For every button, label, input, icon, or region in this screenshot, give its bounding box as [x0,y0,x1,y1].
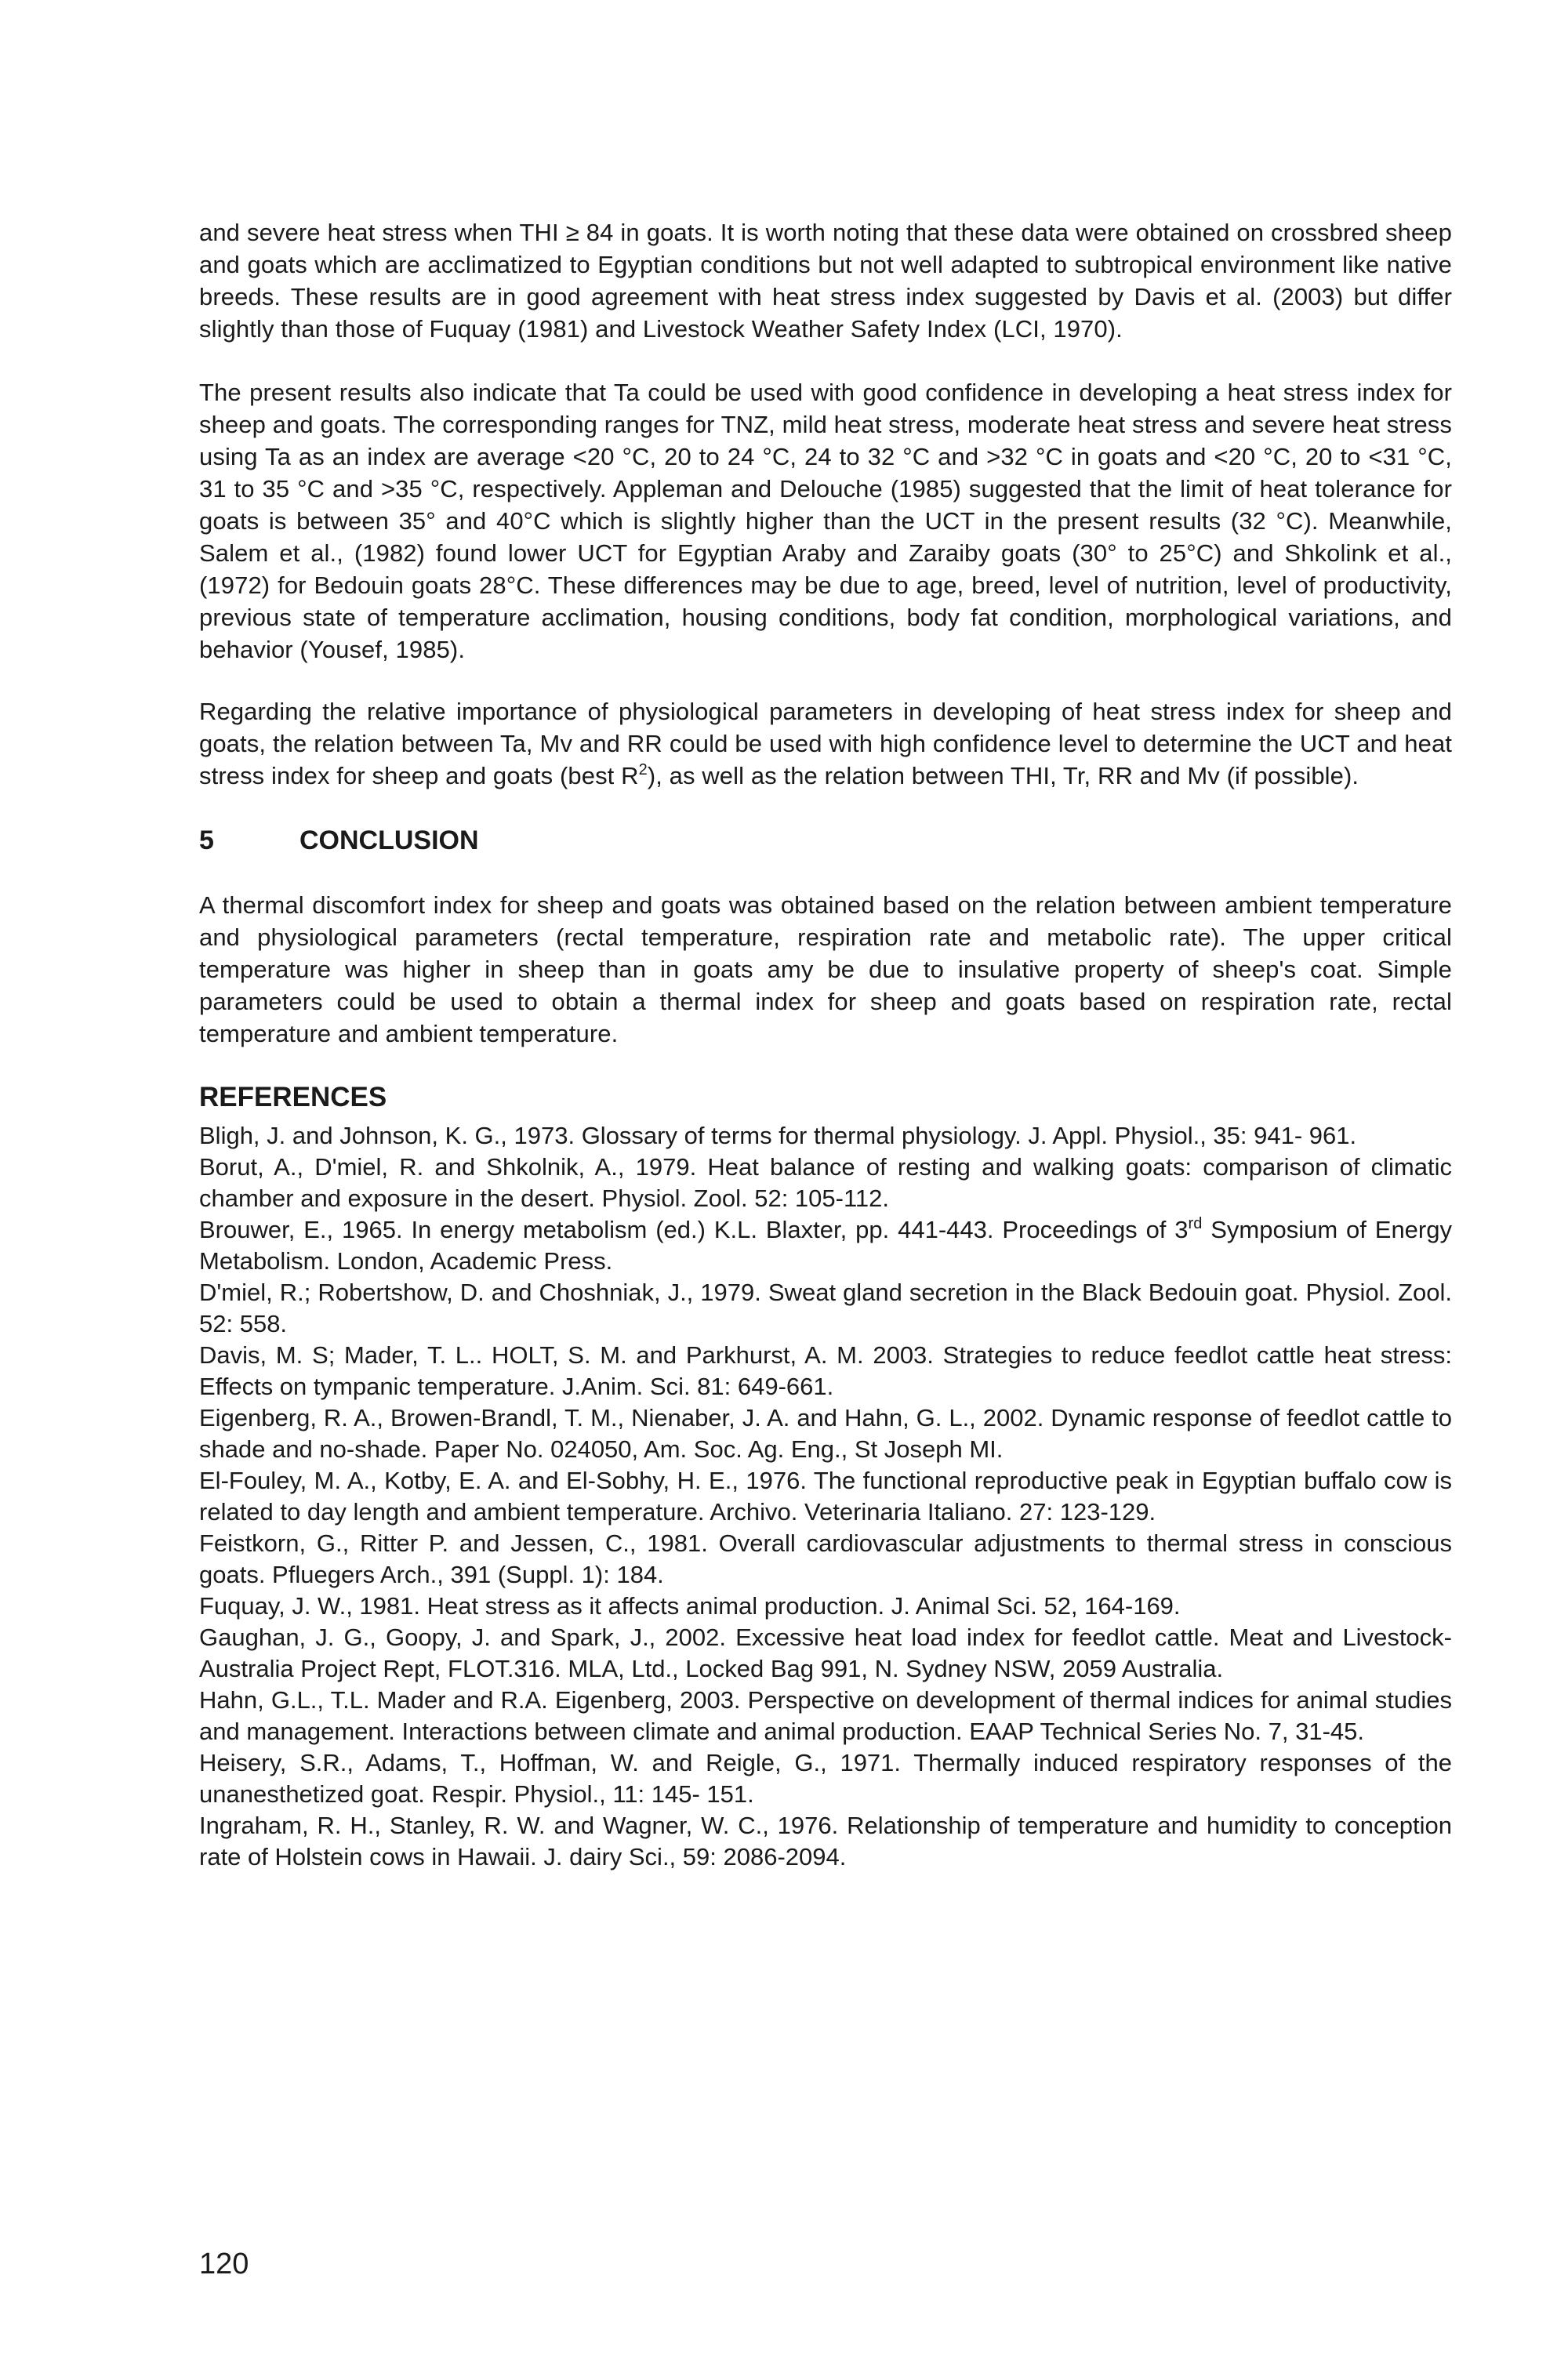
paragraph-thi-goats: and severe heat stress when THI ≥ 84 in goats. It is worth noting that these data were obtained on crossbred sheep and goats which are acclimatized to Egyptian conditions but not well adapted to subtropical environment like native breeds. These results are in good agreement with heat stress index suggested by Davis et al. (2003) but differ slightly than those of Fuquay (1981) and Livestock Weather Safety Index (LCI, 1970). [199,219,1452,343]
paragraph-conclusion: A thermal discomfort index for sheep and goats was obtained based on the relation between ambient temperature and physiological parameters (rectal temperature, respiration rate and metabolic rate). The upper critical temperature was higher in sheep than in goats amy be due to insulative property of sheep's coat. Simple parameters could be used to obtain a thermal index for sheep and goats based on respiration rate, rectal temperature and ambient temperature. [199,891,1452,1047]
reference-item: Davis, M. S; Mader, T. L.. HOLT, S. M. and Parkhurst, A. M. 2003. Strategies to reduce feedlot cattle heat stress: Effects on tympanic temperature. J.Anim. Sci. 81: 649-661. [199,1341,1452,1400]
section-title: CONCLUSION [299,825,479,855]
spacer [199,1050,1452,1079]
reference-item: Hahn, G.L., T.L. Mader and R.A. Eigenberg, 2003. Perspective on development of thermal indices for animal studies and management. Interactions between climate and animal production. EAAP Technical Series No. 7, 31-45. [199,1686,1452,1745]
superscript: rd [1188,1215,1203,1232]
spacer [199,345,1452,376]
references-heading: REFERENCES [199,1082,387,1112]
reference-item: Ingraham, R. H., Stanley, R. W. and Wagner, W. C., 1976. Relationship of temperature and humidity to conception rate of Holstein cows in Hawaii. J. dairy Sci., 59: 2086-2094. [199,1812,1452,1870]
reference-item [199,1214,1452,1277]
reference-item: Heisery, S.R., Adams, T., Hoffman, W. and Reigle, G., 1971. Thermally induced respiratory responses of the unanesthetized goat. Respir. Physiol., 11: 145- 151. [199,1749,1452,1808]
reference-item: Eigenberg, R. A., Browen-Brandl, T. M., Nienaber, J. A. and Hahn, G. L., 2002. Dynamic response of feedlot cattle to shade and no-shade. Paper No. 024050, Am. Soc. Ag. Eng., St Joseph MI. [199,1404,1452,1463]
reference-text-part: Brouwer, E., 1965. In energy metabolism (ed.) K.L. Blaxter, pp. 441-443. Proceedings of 3 [199,1216,1189,1243]
paragraph-ta-index: The present results also indicate that Ta could be used with good confidence in developing a heat stress index for sheep and goats. The corresponding ranges for TNZ, mild heat stress, moderate heat stress and severe heat stress using Ta as an index are average <20 °C, 20 to 24 °C, 24 to 32 °C and >32 °C in goats and <20 °C, 20 to <31 °C, 31 to 35 °C and >35 °C, respectively. Appleman and Delouche (1985) suggested that the limit of heat tolerance for goats is between 35° and 40°C which is slightly higher than the UCT in the present results (32 °C). Meanwhile, Salem et al., (1982) found lower UCT for Egyptian Araby and Zaraiby goats (30° to 25°C) and Shkolink et al., (1972) for Bedouin goats 28°C. These differences may be due to age, breed, level of nutrition, level of productivity, previous state of temperature acclimation, housing conditions, body fat condition, morphological variations, and behavior (Yousef, 1985). [199,379,1452,663]
page-content [199,216,1452,1873]
reference-item: Fuquay, J. W., 1981. Heat stress as it affects animal production. J. Animal Sci. 52, 164-169. [199,1592,1181,1620]
reference-item: Feistkorn, G., Ritter P. and Jessen, C., 1981. Overall cardiovascular adjustments to thermal stress in conscious goats. Pfluegers Arch., 391 (Suppl. 1): 184. [199,1529,1452,1588]
references-list [199,1120,1452,1873]
paragraph-text-part: Regarding the relative importance of physiological parameters in developing of heat stress index for sheep and goats, the relation between Ta, Mv and RR could be used with high confidence level to determine the UCT and heat stress index for sheep and goats (best R [199,698,1452,789]
paragraph-text-part: ), as well as the relation between THI, Tr, RR and Mv (if possible). [647,762,1359,789]
reference-text-part: Symposium of Energy Metabolism. London, Academic Press. [199,1216,1452,1275]
reference-item: Bligh, J. and Johnson, K. G., 1973. Glossary of terms for thermal physiology. J. Appl. Physiol., 35: 941- 961. [199,1122,1357,1149]
spacer [199,792,1452,823]
paragraph-physiological-parameters [199,695,1452,792]
spacer [199,666,1452,695]
section-number: 5 [199,825,214,855]
superscript: 2 [638,761,648,778]
reference-item: Gaughan, J. G., Goopy, J. and Spark, J., 2002. Excessive heat load index for feedlot cattle. Meat and Livestock-Australia Project Rept, FLOT.316. MLA, Ltd., Locked Bag 991, N. Sydney NSW, 2059 Australia. [199,1624,1452,1682]
section-heading-conclusion [199,823,1452,858]
reference-item: D'miel, R.; Robertshow, D. and Choshniak, J., 1979. Sweat gland secretion in the Black Bedouin goat. Physiol. Zool. 52: 558. [199,1279,1452,1337]
reference-item: El-Fouley, M. A., Kotby, E. A. and El-Sobhy, H. E., 1976. The functional reproductive peak in Egyptian buffalo cow is related to day length and ambient temperature. Archivo. Veterinaria Italiano. 27: 123-129. [199,1467,1452,1526]
page-number: 120 [199,2248,249,2280]
reference-item: Borut, A., D'miel, R. and Shkolnik, A., 1979. Heat balance of resting and walking goats: comparison of climatic chamber and exposure in the desert. Physiol. Zool. 52: 105-112. [199,1153,1452,1212]
spacer [199,858,1452,889]
